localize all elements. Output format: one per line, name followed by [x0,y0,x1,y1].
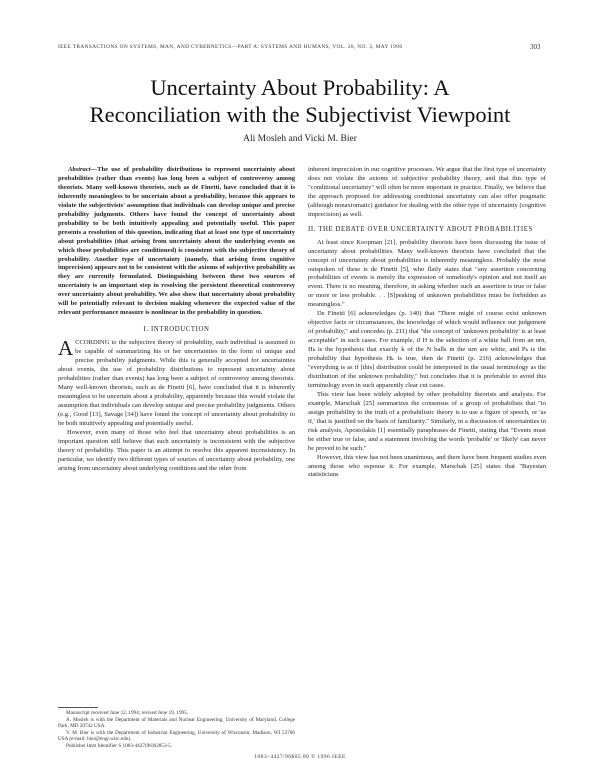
debate-paragraph-3: This view has been widely adopted by other probability theorists and analysts. For example, Marschak [25] summarizes the consensus of a group of probabilists that "to assign probability to the truth of a probabilistic theory is to use a figure of speech, or 'as if,' that is justified on the basis of familiarity." Similarly, in a discussion of uncertainties in risk analysis, Apostolakis [1] essentially paraphrases de Finetti, stating that "Events must be either true or false, and a statement involving the words 'probable' or 'likely' can never be proved to be such." [308,390,546,452]
footnote [58,707,295,750]
footnote-received: Manuscript received June 12, 1994; revised June 19, 1995. [66,710,189,716]
drop-cap: A [58,336,74,361]
title-line-2: Reconciliation with the Subjectivist Viewpoint [89,102,511,127]
section-heading-debate: II. THE DEBATE OVER UNCERTAINTY ABOUT PROBABILITIES [308,225,533,233]
intro-paragraph-1 [58,336,295,429]
issn-line: 1083–4427/96$05.00 © 1996 IEEE [254,754,346,760]
page-number: 303 [530,43,541,51]
abstract-label: Abstract— [68,166,98,173]
left-column [58,166,295,473]
debate-paragraph-4: However, this view has not been unanimous, and there have been frequent studies even among those who espouse it. For example, Marschak [25] states that "Bayesian statisticians [308,453,546,479]
title-line-1: Uncertainty About Probability: A [150,75,450,100]
debate-paragraph-2: De Finetti [6] acknowledges (p. 140) that "There might of course exist unknown objective facts or circumstances, the knowledge of which would influence our judgement of probability," and concedes (p. 211) that "the concept of 'unknown probability' is at least acceptable" in such cases. For example, if H is the selection of a white ball from an urn, Hₖ is the hypothesis that exactly k of the N balls in the urn are white, and Pₖ is the probability that hypothesis Hₖ is true, then de Finetti (p. 216) acknowledges that "everything is as if [this] distribution could be interpreted in the usual terminology as the distribution of the unknown probability," but concludes that it is preferable to avoid this terminology even in such apparently clear cut cases. [308,310,546,389]
footnote-author-1: A. Mosleh is with the Department of Materials and Nuclear Engineering, University of Maryland, College Park, MD 20742 USA. [58,716,295,730]
section-heading-introduction: I. INTRODUCTION [143,326,210,334]
paper-title [40,74,560,128]
abstract [58,166,295,318]
right-column [308,166,546,480]
abstract-text: The use of probability distributions to represent uncertainty about probabilities (rather than events) has long been a subject of controversy among theorists. Many well-known theorists, such as de Finetti, have concluded that it is inherently meaningless to be uncertain about a probability, because this appears to violate the subjectivists' assumption that individuals can develop unique and precise probability judgments. Others have found the concept of uncertainty about probability to be both intuitively appealing and potentially useful. This paper presents a resolution of this question, indicating that at least one type of uncertainty about probabilities (that arising from uncertainty about the underlying events on which those probabilities are conditioned) is consistent with the subjective theory of probability. Another type of uncertainty (namely, that arising from cognitive imprecision) appears not to be consistent with the axioms of subjective probability as they are currently formulated. Distinguishing between these two sources of uncertainty is an important step in resolving the persistent theoretical controversy over uncertainty about probability. We also show that uncertainty about probability will be potentially relevant to decision making whenever the expected value of the relevant performance measure is nonlinear in the probability in question. [58,166,295,317]
authors: Ali Mosleh and Vicki M. Bier [243,134,357,144]
running-head: IEEE TRANSACTIONS ON SYSTEMS, MAN, AND CYBERNETICS—PART A: SYSTEMS AND HUMANS, VOL. 26, NO. 3, MAY 1996 [58,44,403,50]
footnote-rule [58,707,98,708]
intro-paragraph-2: However, even many of those who feel that uncertainty about probabilities is an important question still believe that such uncertainty is inconsistent with the subjective theory of probability. This paper is an attempt to resolve this apparent inconsistency. In particular, we identify two different types of sources of uncertainty about probability, one arising from uncertainty about underlying conditions and the other from [58,428,295,472]
footnote-identifier: Publisher Item Identifier S 1083-4427(96)02853-5. [66,742,173,749]
debate-paragraph-1: At least since Koopman [21], probability theorists have been discussing the issue of uncertainty about probabilities. Many well-known theorists have concluded that the concept of uncertainty about probabilities is inherently meaningless. Probably the most outspoken of these is de Finetti [5], who flatly states that "any assertion concerning probabilities of events is merely the expression of somebody's opinion and not itself an event. There is no meaning, therefore, in asking whether such an assertion is true or false or more or less probable. . . [S]peaking of unknown probabilities must be forbidden as meaningless." [308,238,546,309]
intro-paragraph-continued: inherent imprecision in our cognitive processes. We argue that the first type of uncertainty does not violate the axioms of subjective probability theory, and that this type of "conditional uncertainty" will often be more important in practice. Finally, we believe that the approach proposed for addressing conditional uncertainty can also offer pragmatic (although nonaxiomatic) guidance for dealing with the other type of uncertainty (cognitive imprecision) as well. [308,166,546,218]
intro-paragraph-1-text: CCORDING to the subjective theory of probability, each individual is assumed to be capable of summarizing his or her uncertainties in the form of unique and precise probability judgments. While this is generally accepted for uncertainties about events, the use of probability distributions to represent uncertainty about probabilities (rather than events) has long been a subject of controversy among theorists. Many well-known theorists, such as de Finetti [6], have concluded that it is inherently meaningless to be uncertain about a probability, apparently because this would violate the assumption that individuals can develop unique and precise probability judgments. Others (e.g., Good [13], Savage [34]) have found the concept of uncertainty about probability to be both intuitively appealing and potentially useful. [58,339,295,427]
footnote-author-2: V. M. Bier is with the Department of Industrial Engineering, University of Wisconsin, Madison, WI 53706 USA (e-mail: bier@engr.wisc.edu). [58,729,295,743]
